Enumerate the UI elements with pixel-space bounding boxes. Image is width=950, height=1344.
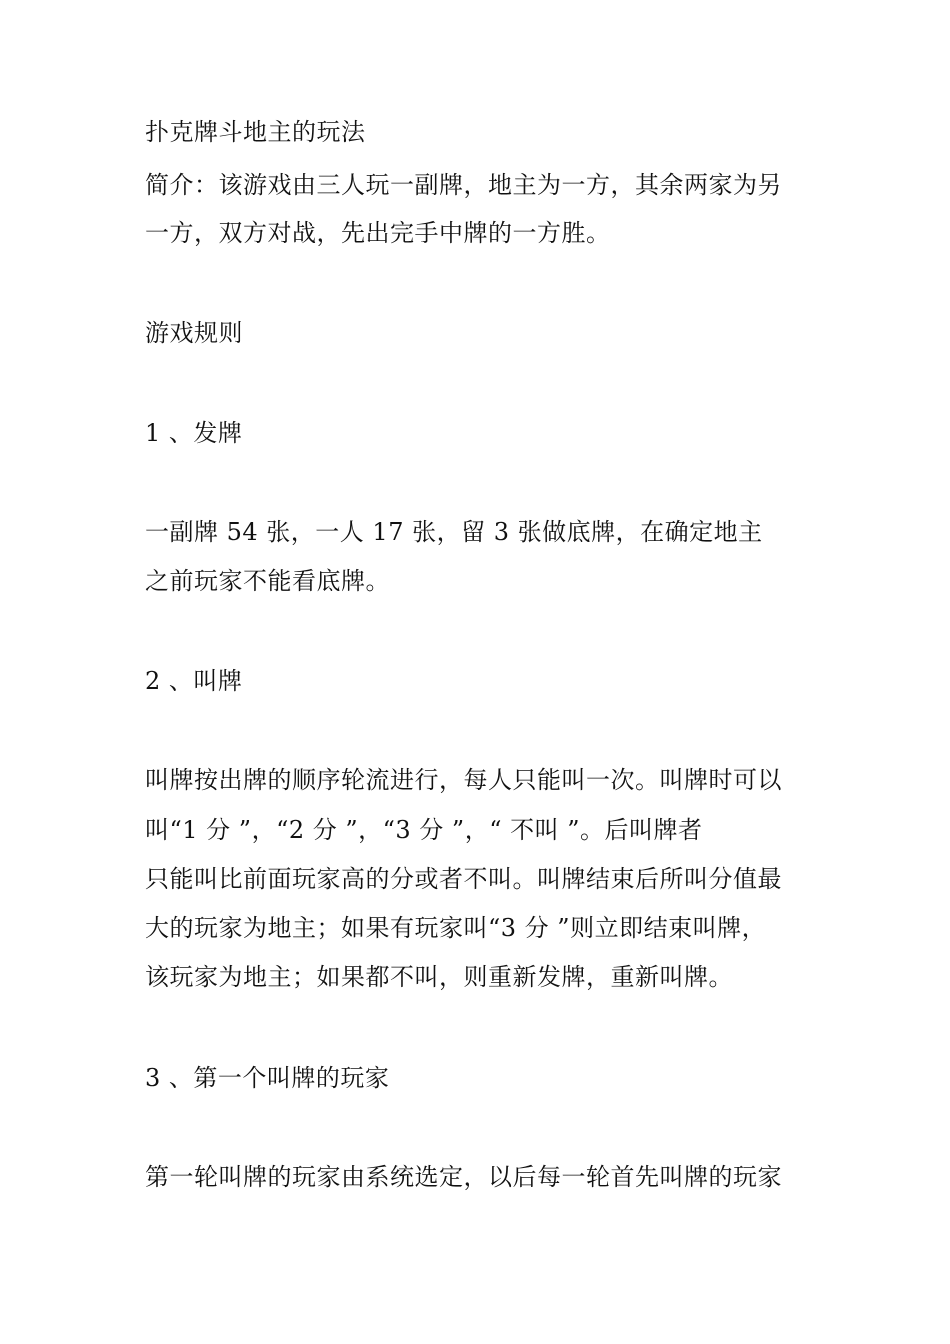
section-3-line-1: 第一轮叫牌的玩家由系统选定，以后每一轮首先叫牌的玩家	[145, 1163, 782, 1191]
section-1-line-2: 之前玩家不能看底牌。	[145, 567, 390, 595]
section-1-line-1: 一副牌 54 张，一人 17 张，留 3 张做底牌，在确定地主	[145, 518, 763, 546]
intro-line-2: 一方，双方对战，先出完手中牌的一方胜。	[145, 219, 611, 247]
section-2-line-5: 该玩家为地主；如果都不叫，则重新发牌，重新叫牌。	[145, 963, 733, 991]
section-2-line-3: 只能叫比前面玩家高的分或者不叫。叫牌结束后所叫分值最	[145, 865, 782, 893]
rules-heading: 游戏规则	[145, 319, 243, 347]
section-2-line-4: 大的玩家为地主；如果有玩家叫“3 分 ”则立即结束叫牌，	[145, 914, 767, 942]
document-title: 扑克牌斗地主的玩法	[145, 118, 366, 146]
section-2-line-1: 叫牌按出牌的顺序轮流进行，每人只能叫一次。叫牌时可以	[145, 766, 782, 794]
section-1-heading: 1 、发牌	[145, 419, 243, 447]
intro-line-1: 简介：该游戏由三人玩一副牌，地主为一方，其余两家为另	[145, 171, 782, 199]
section-3-heading: 3 、第一个叫牌的玩家	[145, 1064, 390, 1092]
section-2-line-2: 叫“1 分 ”，“2 分 ”，“3 分 ”，“ 不叫 ”。后叫牌者	[145, 816, 703, 844]
section-2-heading: 2 、叫牌	[145, 667, 243, 695]
